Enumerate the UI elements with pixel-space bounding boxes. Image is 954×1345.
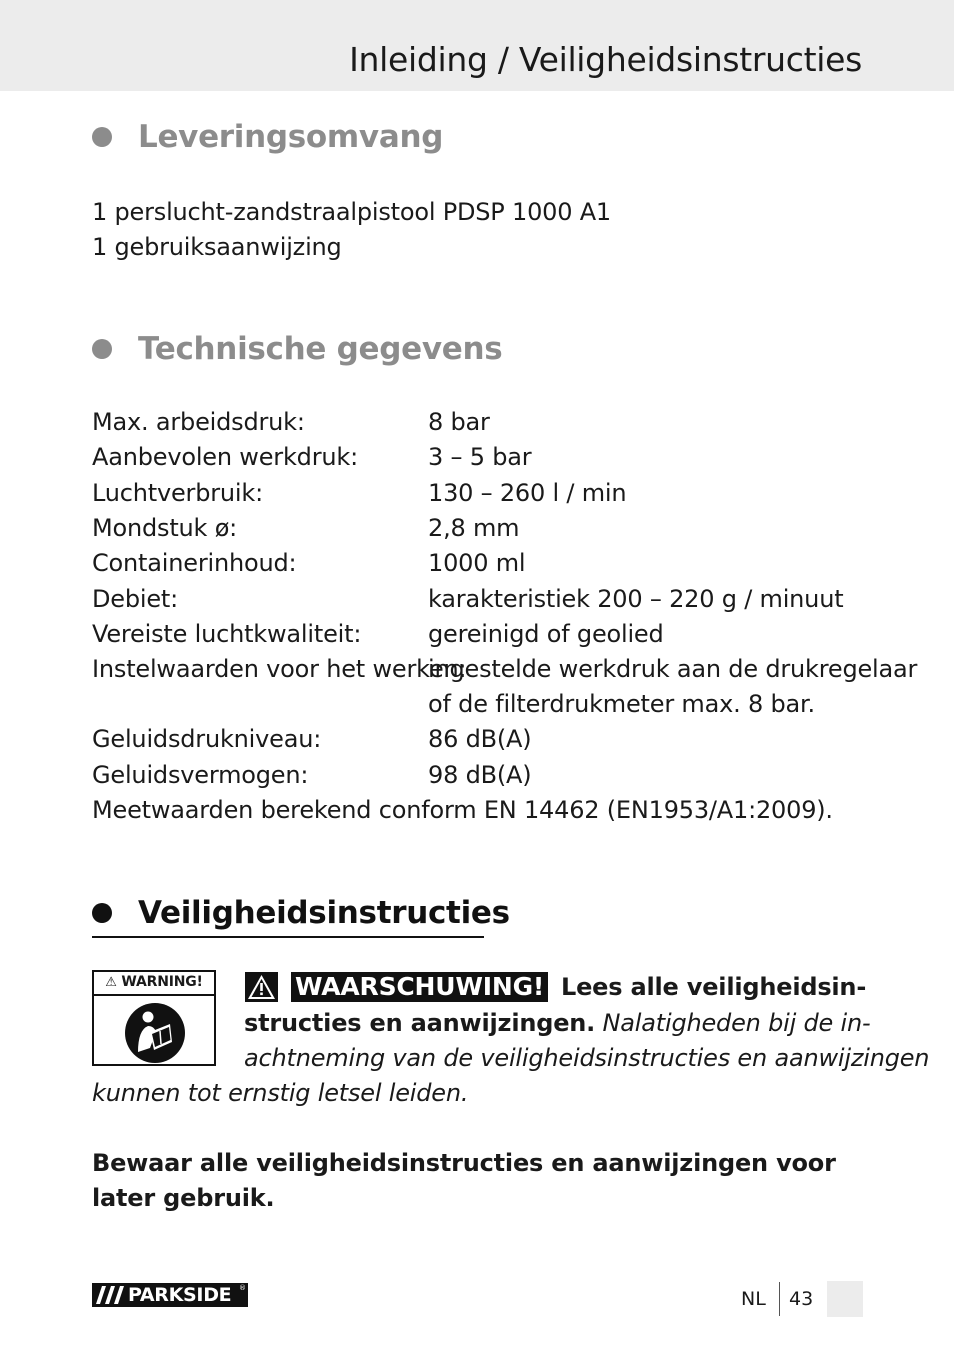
spec-label: Vereiste luchtkwaliteit: <box>92 620 362 648</box>
footer-tab-marker <box>827 1281 863 1317</box>
spec-label: Aanbevolen werkdruk: <box>92 443 358 471</box>
scope-item: 1 gebruiksaanwijzing <box>92 233 342 261</box>
warning-pictogram <box>92 970 216 1066</box>
section-heading-specs <box>92 331 502 367</box>
warning-badge: WAARSCHUWING! <box>291 972 548 1002</box>
section-title-scope: Leveringsomvang <box>138 119 444 155</box>
spec-label: Geluidsdrukniveau: <box>92 725 322 753</box>
spec-label: Luchtverbruik: <box>92 479 263 507</box>
section-underline <box>92 936 484 938</box>
warning-box-divider <box>94 994 214 996</box>
warning-text-bold: structies en aanwijzingen. <box>244 1009 596 1037</box>
warning-text: kunnen tot ernstig letsel leiden. <box>92 1079 469 1107</box>
keep-instructions: later gebruik. <box>92 1184 275 1212</box>
spec-label: Debiet: <box>92 585 179 613</box>
spec-value: of de filterdrukmeter max. 8 bar. <box>428 690 815 718</box>
language-code: NL <box>741 1288 766 1310</box>
header-band <box>0 0 954 91</box>
page-title: Inleiding / Veiligheidsinstructies <box>349 40 862 79</box>
warning-triangle-icon: ⚠ <box>105 975 117 990</box>
brand-name: PARKSIDE <box>128 1284 232 1306</box>
spec-value: karakteristiek 200 – 220 g / minuut <box>428 585 844 613</box>
spec-value: gereinigd of geolied <box>428 620 664 648</box>
section-heading-scope <box>92 119 443 155</box>
section-title-safety: Veiligheidsinstructies <box>138 895 510 931</box>
spec-value: 86 dB(A) <box>428 725 532 753</box>
warning-text-italic: Nalatigheden bij de in- <box>602 1009 871 1037</box>
warning-text: achtneming van de veiligheidsinstructies en aanwijzingen <box>244 1044 930 1072</box>
section-title-specs: Technische gegevens <box>138 331 503 367</box>
spec-label: Max. arbeidsdruk: <box>92 408 305 436</box>
spec-label: Instelwaarden voor het werken: <box>92 655 467 683</box>
spec-label: Containerinhoud: <box>92 549 297 577</box>
brand-logo <box>92 1283 248 1307</box>
spec-value: 1000 ml <box>428 549 526 577</box>
spec-value: 98 dB(A) <box>428 761 532 789</box>
warning-text: Lees alle veiligheidsin- <box>561 973 867 1001</box>
warning-box-text: WARNING! <box>121 974 203 990</box>
footer-divider <box>779 1282 780 1316</box>
warning-text <box>244 1006 870 1041</box>
warning-triangle-icon <box>245 972 278 1002</box>
bullet-icon <box>92 339 112 359</box>
spec-value: 130 – 260 l / min <box>428 479 627 507</box>
bullet-icon <box>92 903 112 923</box>
spec-value: 8 bar <box>428 408 490 436</box>
bullet-icon <box>92 127 112 147</box>
scope-item: 1 perslucht-zandstraalpistool PDSP 1000 A1 <box>92 198 612 226</box>
warning-box-label <box>94 974 214 990</box>
spec-value: 2,8 mm <box>428 514 520 542</box>
keep-instructions: Bewaar alle veiligheidsinstructies en aanwijzingen voor <box>92 1149 836 1177</box>
read-manual-icon <box>124 1002 186 1064</box>
page-number: 43 <box>789 1288 814 1310</box>
registered-mark-icon: ® <box>239 1284 246 1292</box>
spec-label: Mondstuk ø: <box>92 514 238 542</box>
spec-label: Geluidsvermogen: <box>92 761 309 789</box>
section-heading-safety <box>92 895 510 931</box>
spec-value: 3 – 5 bar <box>428 443 532 471</box>
parkside-stripes-icon <box>96 1286 126 1304</box>
spec-footnote: Meetwaarden berekend conform EN 14462 (EN1953/A1:2009). <box>92 796 833 824</box>
spec-value: ingestelde werkdruk aan de drukregelaar <box>428 655 918 683</box>
